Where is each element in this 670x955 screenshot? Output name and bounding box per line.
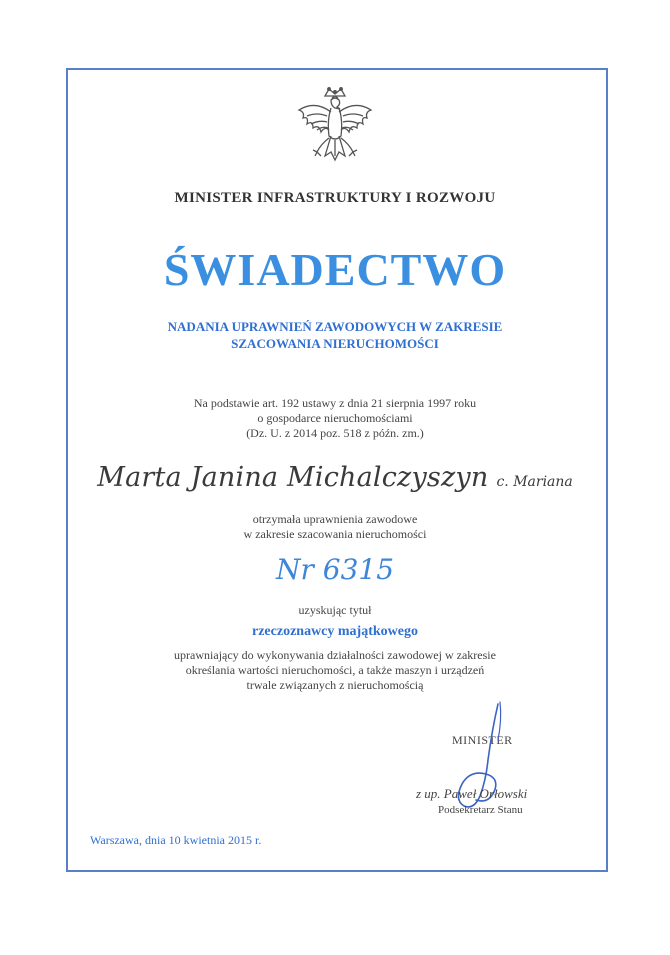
legal-basis-line-3: (Dz. U. z 2014 poz. 518 z późn. zm.) [246,426,424,440]
certificate-number: Nr 6315 [275,553,395,586]
subtitle-line-2: SZACOWANIA NIERUCHOMOŚCI [231,336,439,351]
received-statement [0,512,670,542]
professional-title: rzeczoznawcy majątkowego [252,624,418,639]
place-and-date: Warszawa, dnia 10 kwietnia 2015 r. [90,833,262,847]
document-title: ŚWIADECTWO [163,244,507,295]
received-line-1: otrzymała uprawnienia zawodowe [252,512,418,526]
subtitle-line-1: NADANIA UPRAWNIEŃ ZAWODOWYCH W ZAKRESIE [167,319,503,334]
received-line-2: w zakresie szacowania nieruchomości [243,527,427,541]
signatory-role: Podsekretarz Stanu [438,804,523,816]
polish-eagle-emblem-icon [291,86,379,178]
legal-basis-line-1: Na podstawie art. 192 ustawy z dnia 21 sierpnia 1997 roku [193,396,477,410]
entitling-line-3: trwale związanych z nieruchomością [246,678,424,692]
recipient-name: Marta Janina Michalczyszyn [97,462,489,493]
legal-basis [0,396,670,441]
issuer-heading: MINISTER INFRASTRUKTURY I ROZWOJU [174,190,496,206]
acquiring-text: uzyskując tytuł [298,603,372,617]
entitling-statement [0,648,670,693]
signatory-on-behalf: z up. Paweł Orłowski [416,786,528,801]
legal-basis-line-2: o gospodarce nieruchomościami [257,411,413,425]
entitling-line-1: uprawniający do wykonywania działalności zawodowej w zakresie [174,648,496,662]
recipient-line [0,462,670,493]
signatory-title: MINISTER [452,733,513,747]
recipient-father: c. Mariana [496,474,573,490]
document-subtitle [0,318,670,352]
entitling-line-2: określania wartości nieruchomości, a także maszyn i urządzeń [185,663,485,677]
